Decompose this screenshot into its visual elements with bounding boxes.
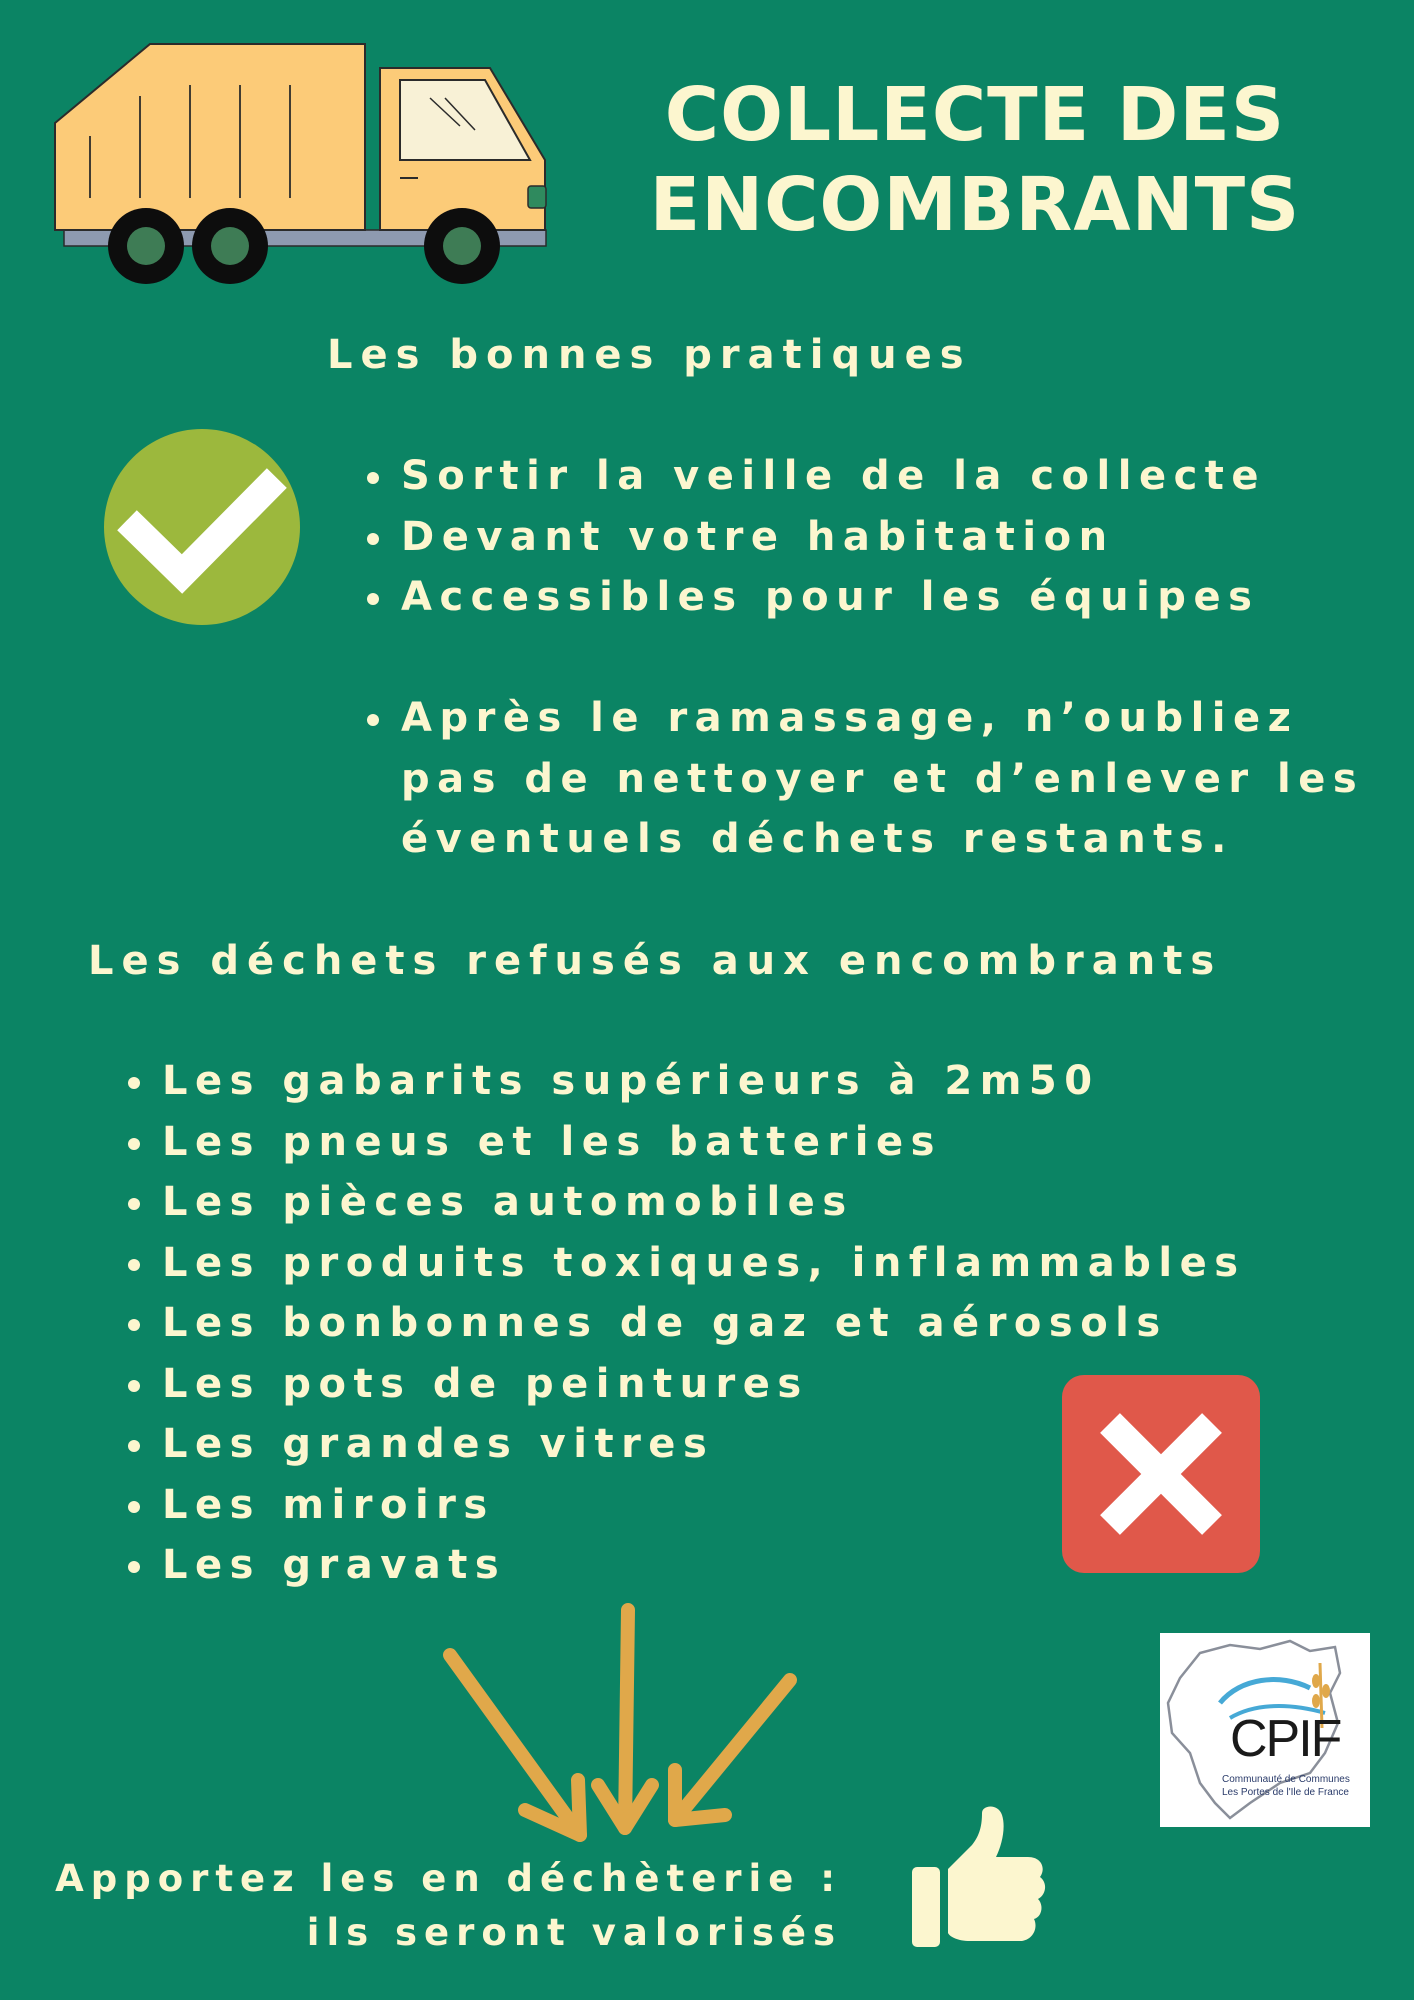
arrows-down-icon (430, 1600, 810, 1870)
list-item: Les grandes vitres (124, 1414, 1246, 1475)
truck-icon (50, 38, 550, 288)
list-item: Les gravats (124, 1535, 1246, 1596)
logo-mark: CPIF (1230, 1710, 1341, 1768)
after-pickup-line-3: éventuels déchets restants. (401, 816, 1234, 862)
footer-message (30, 1852, 842, 1960)
cross-square-icon (1062, 1375, 1260, 1573)
logo-line-1: Communauté de Communes (1222, 1774, 1350, 1785)
check-circle-icon (103, 428, 301, 626)
list-item: Sortir la veille de la collecte (363, 446, 1266, 507)
list-item: Les pneus et les batteries (124, 1112, 1246, 1173)
title-line-1: COLLECTE DES (664, 72, 1286, 158)
page-title (560, 70, 1390, 250)
list-item: Les gabarits supérieurs à 2m50 (124, 1051, 1246, 1112)
good-practices-heading: Les bonnes pratiques (327, 332, 972, 378)
refused-waste-heading: Les déchets refusés aux encombrants (88, 938, 1223, 984)
list-item: Les produits toxiques, inflammables (124, 1233, 1246, 1294)
footer-line-2: ils seront valorisés (306, 1911, 842, 1954)
after-pickup-line-1: Après le ramassage, n’oubliez (401, 695, 1299, 741)
list-item: Accessibles pour les équipes (363, 567, 1266, 628)
footer-line-1: Apportez les en déchèterie : (55, 1857, 842, 1900)
good-practices-list (363, 446, 1266, 628)
cpif-logo (1160, 1633, 1370, 1827)
list-item: Devant votre habitation (363, 507, 1266, 568)
list-item: Les bonbonnes de gaz et aérosols (124, 1293, 1246, 1354)
list-item (363, 688, 1364, 870)
logo-caption (1222, 1773, 1350, 1799)
after-pickup-line-2: pas de nettoyer et d’enlever les (401, 755, 1365, 802)
list-item: Les miroirs (124, 1475, 1246, 1536)
list-item: Les pots de peintures (124, 1354, 1246, 1415)
title-line-2: ENCOMBRANTS (649, 162, 1301, 248)
list-item: Les pièces automobiles (124, 1172, 1246, 1233)
after-pickup-list (363, 688, 1364, 870)
thumbs-up-icon (910, 1805, 1050, 1950)
logo-line-2: Les Portes de l'Ile de France (1222, 1787, 1349, 1798)
